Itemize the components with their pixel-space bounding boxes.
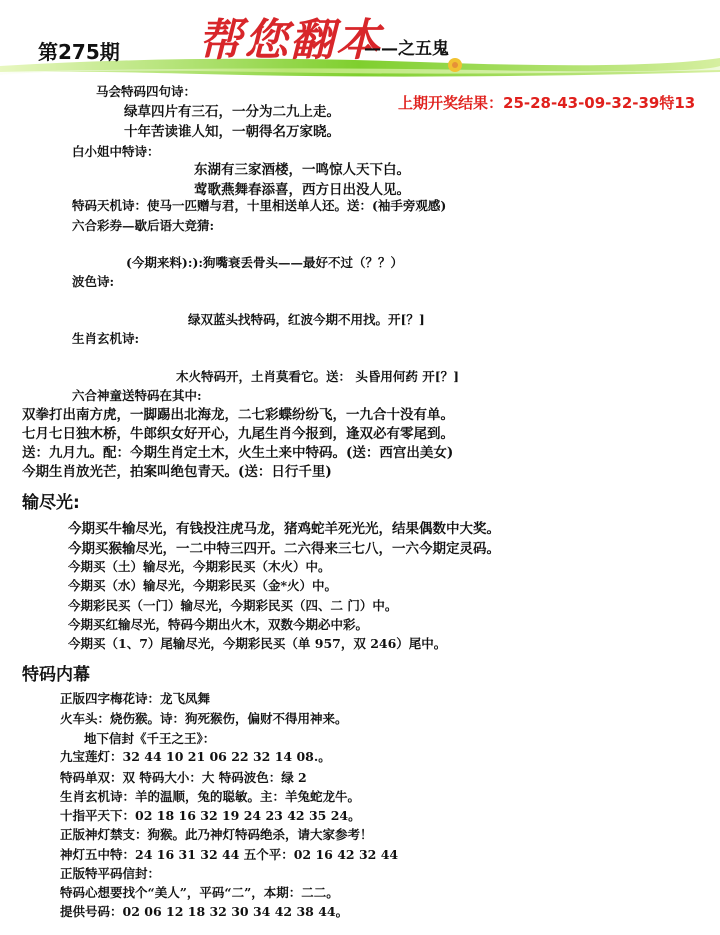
poem-heading-3: 六合彩券—歇后语大竞猜: (72, 218, 215, 233)
section-line: 今期买（1、7）尾输尽光，今期彩民买（单 957，双 246）尾中。 (68, 636, 447, 651)
poem-line: 七月七日独木桥，牛郎织女好开心，九尾生肖今报到，逢双必有零尾到。 (22, 426, 454, 442)
riddle-line: (今期来料):):狗嘴衰丢骨头——最好不过（？？） (126, 255, 403, 270)
section-line: 特码单双：双 特码大小：大 特码波色：绿 2 (60, 770, 307, 785)
poem-line: 绿草四片有三石，一分为二九上走。 (124, 104, 340, 120)
poem-heading-2: 白小姐中特诗： (72, 144, 160, 159)
poem-line: 莺歌燕舞春添喜，西方日出没人见。 (194, 182, 410, 198)
section-line: 九宝莲灯：32 44 10 21 06 22 32 14 08.。 (60, 749, 331, 764)
poem-line: 绿双蓝头找特码，红波今期不用找。开[？] (188, 312, 425, 327)
section-title-shujinguang: 输尽光: (22, 493, 80, 513)
poem-line: 今期生肖放光芒，拍案叫绝包青天。(送：日行千里) (22, 464, 332, 480)
last-result: 上期开奖结果：25-28-43-09-32-39特13 (398, 94, 696, 112)
poem-heading-1: 马会特码四句诗： (96, 84, 197, 99)
poem-line: 东湖有三家酒楼，一鸣惊人天下白。 (194, 162, 410, 178)
section-line: 火车头：烧伤猴。诗：狗死猴伤，偏财不得用神来。 (60, 711, 348, 726)
section-line: 今期买猴输尽光，一二中特三四开。二六得来三七八，一六今期定灵码。 (68, 541, 500, 557)
section-line: 正版特平码信封： (60, 866, 161, 881)
section-line: 神灯五中特：24 16 31 32 44 五个平：02 16 42 32 44 (60, 847, 399, 862)
section-line: 地下信封《千王之王》： (84, 731, 216, 746)
poem-heading-6: 六合神童送特码在其中: (72, 388, 202, 403)
issue-number: 第275期 (38, 40, 120, 64)
poem-line: 木火特码开，土肖莫看它。送： 头昏用何药 开[？] (176, 369, 460, 384)
section-line: 今期买（水）输尽光，今期彩民买（金*火）中。 (68, 578, 338, 593)
logo-subtitle: ——之五鬼 (364, 39, 449, 59)
section-line: 十指平天下：02 18 16 32 19 24 23 42 35 24。 (60, 808, 361, 823)
poem-heading-4: 波色诗: (72, 274, 115, 289)
poem-line: 双拳打出南方虎，一脚踢出北海龙，二七彩蝶纷纷飞，一九合十没有单。 (22, 407, 454, 423)
section-line: 今期买（土）输尽光，今期彩民买（木火）中。 (68, 559, 331, 574)
section-title-temaneimu: 特码内幕 (22, 665, 90, 685)
poem-line: 特码天机诗：使马一匹赠与君，十里相送单人还。送：(袖手旁观感) (72, 198, 447, 213)
section-line: 今期买红输尽光，特码今期出火木，双数今期必中彩。 (68, 617, 369, 632)
section-line: 特码心想要找个“美人”，平码“二”，本期：二二。 (60, 885, 339, 900)
poem-line: 十年苦读谁人知，一朝得名万家晓。 (124, 124, 340, 140)
section-line: 提供号码：02 06 12 18 32 30 34 42 38 44。 (60, 904, 349, 919)
section-line: 生肖玄机诗：羊的温顺，兔的聪敏。主：羊兔蛇龙牛。 (60, 789, 361, 804)
section-line: 今期买牛输尽光，有钱投注虎马龙，猪鸡蛇羊死光光，结果偶数中大奖。 (68, 521, 500, 537)
section-line: 今期彩民买（一门）输尽光，今期彩民买（四、二 门）中。 (68, 598, 398, 613)
poem-line: 送：九月九。配：今期生肖定土木，火生土来中特码。(送：西宫出美女) (22, 445, 454, 461)
section-line: 正版四字梅花诗：龙飞凤舞 (60, 691, 211, 706)
poem-heading-5: 生肖玄机诗: (72, 331, 140, 346)
logo-title: 帮您翻本 (198, 15, 382, 66)
section-line: 正版神灯禁支：狗猴。此乃神灯特码绝杀，请大家参考！ (60, 827, 373, 842)
